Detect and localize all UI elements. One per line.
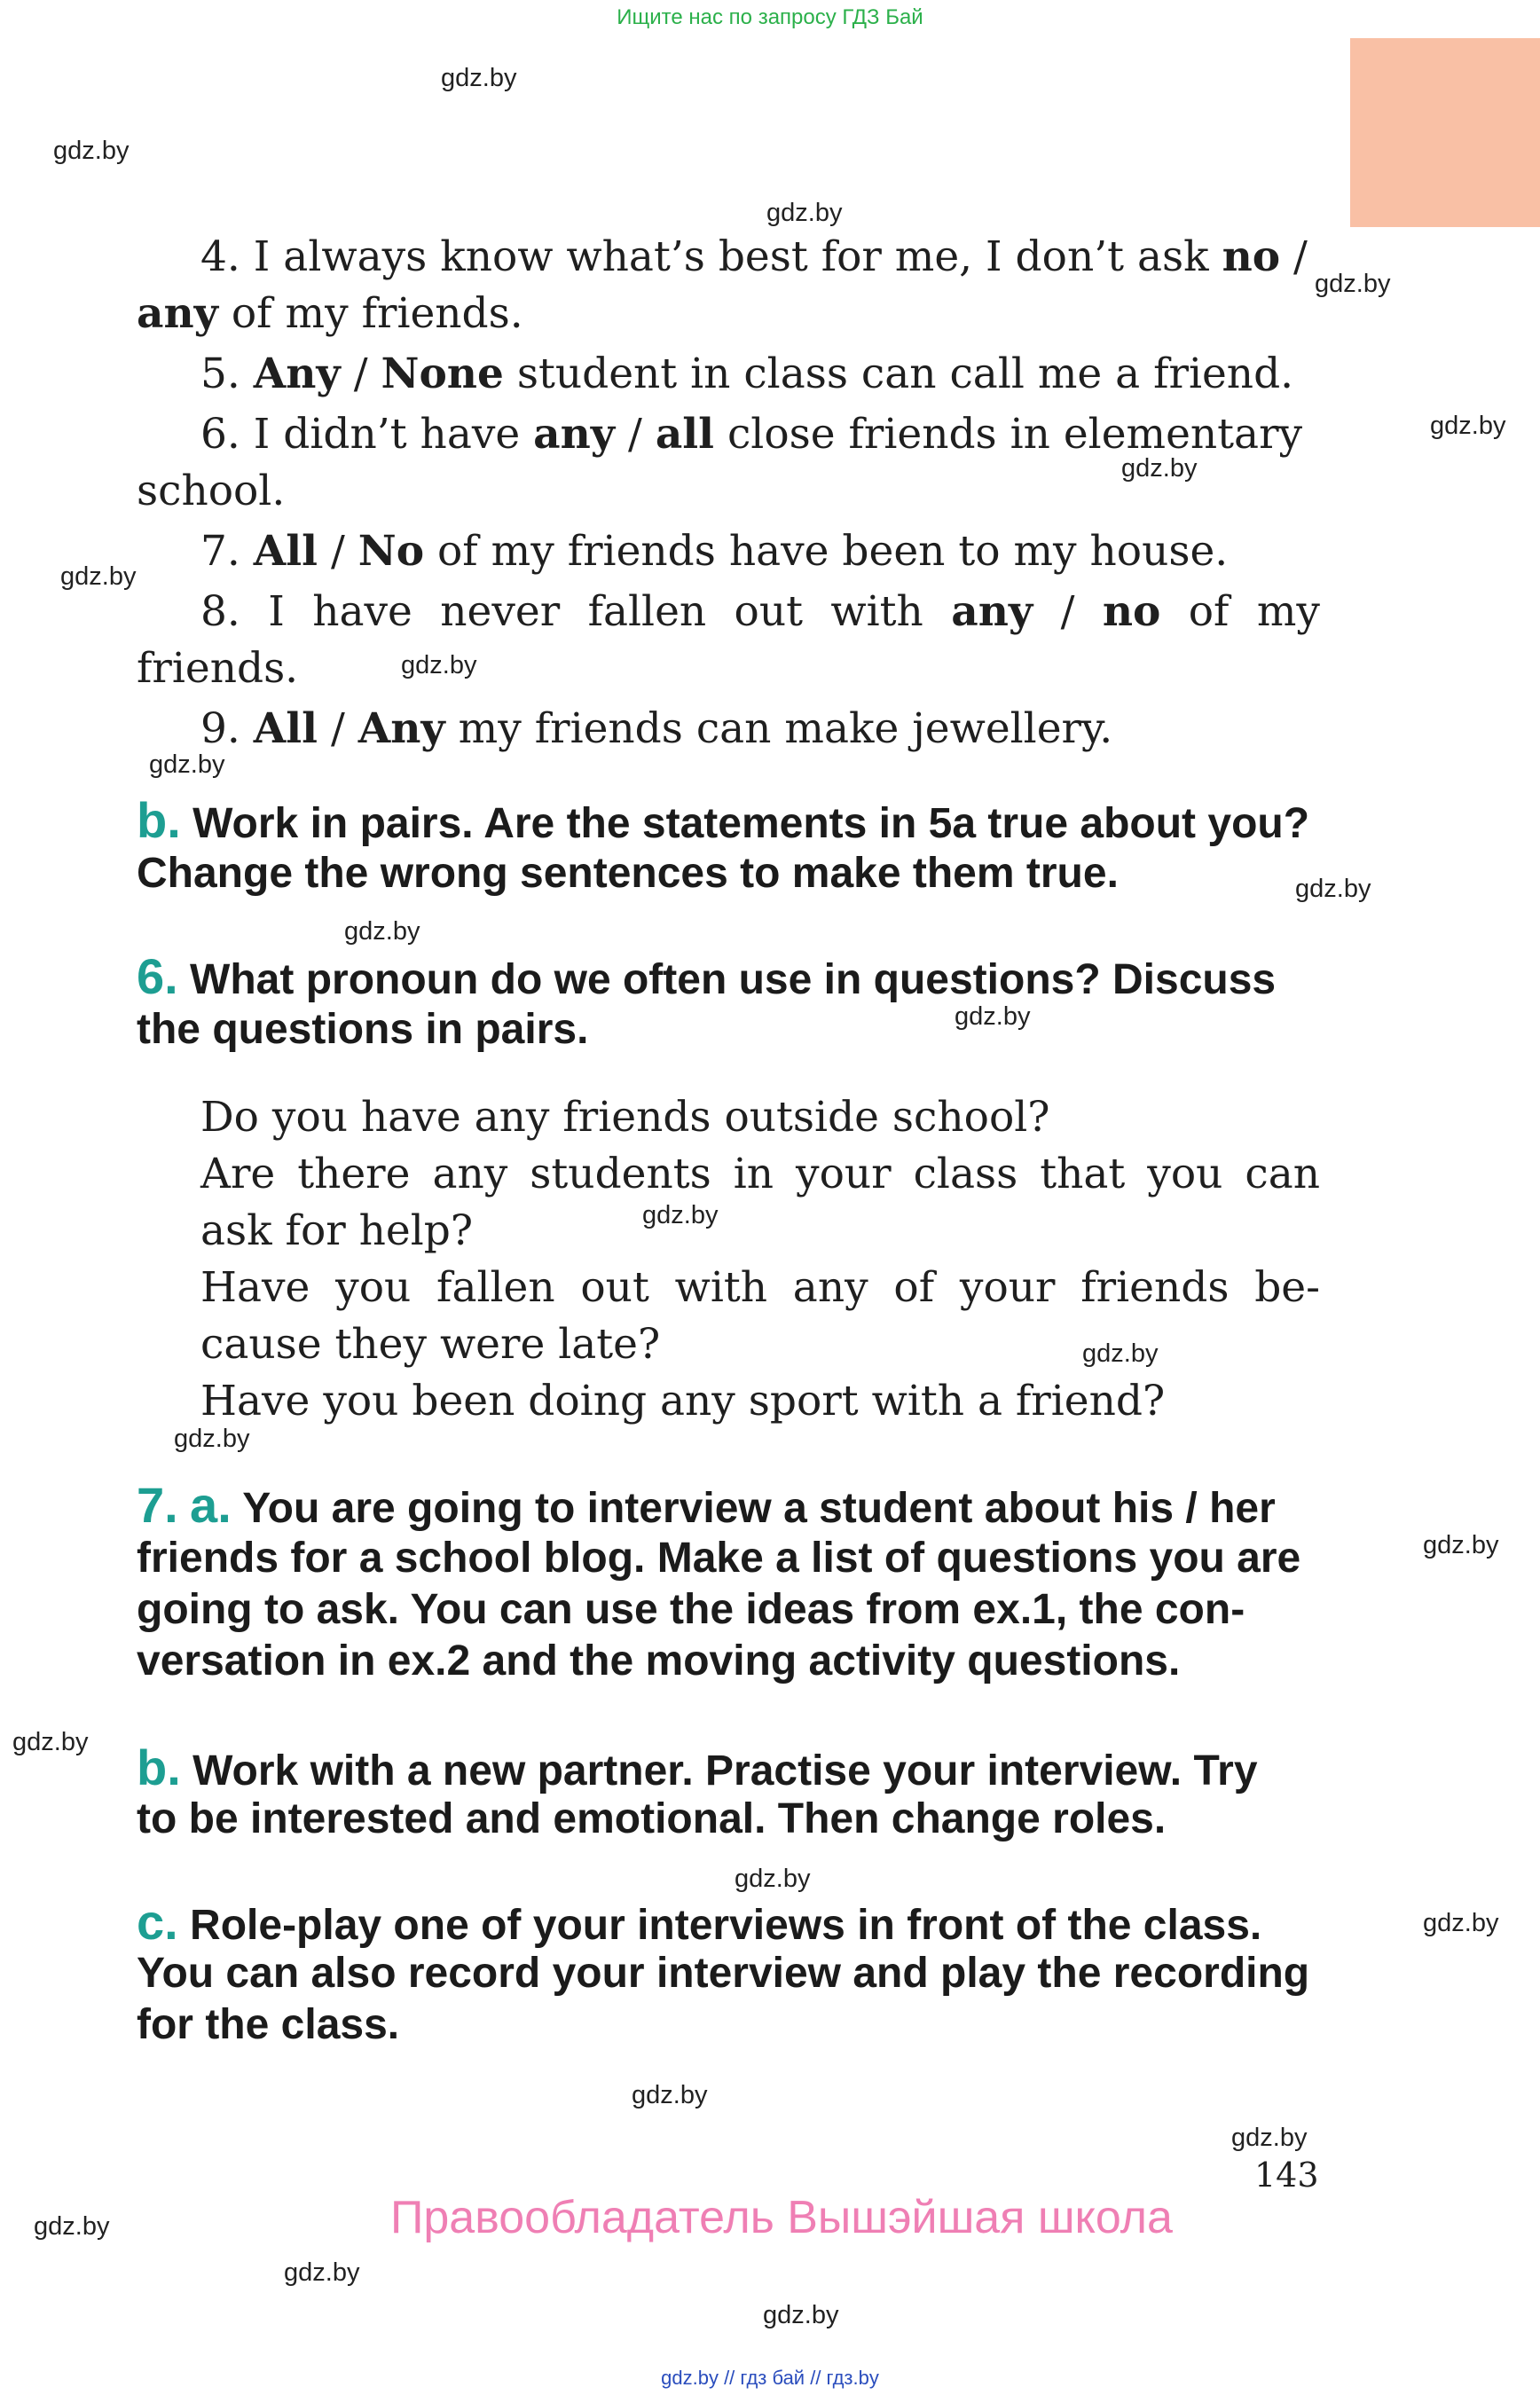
task-7a-line: friends for a school blog. Make a list of questions you are [137,1535,1301,1582]
task-7c: c. Role-play one of your interviews in front of the class. [137,1894,1262,1950]
watermark: gdz.by [34,2212,110,2241]
task-7a-line: versation in ex.2 and the moving activity questions. [137,1637,1181,1684]
task-7a: 7. a. You are going to interview a student about his / her [137,1477,1276,1533]
watermark: gdz.by [401,651,477,679]
question-line: cause they were late? [200,1320,661,1369]
exercise-item-7: 7. All / No of my friends have been to my house. [200,527,1229,576]
watermark: gdz.by [632,2081,708,2109]
watermark: gdz.by [60,562,137,591]
watermark: gdz.by [1295,875,1371,903]
footer-links[interactable]: gdz.by // гдз бай // гдз.by [661,2367,879,2389]
exercise-item-6: 6. I didn’t have any / all close friends in elementary [200,410,1303,459]
task-7a-line: going to ask. You can use the ideas from ex.1, the con- [137,1586,1245,1633]
exercise-item-4-cont: any of my friends. [137,289,523,338]
watermark: gdz.by [1082,1339,1159,1368]
watermark: gdz.by [1423,1909,1499,1937]
task-number: 7. [137,1477,178,1533]
task-6: 6. What pronoun do we often use in questions? Discuss [137,948,1277,1004]
question-line: Have you been doing any sport with a friend? [200,1377,1166,1425]
watermark: gdz.by [344,917,420,946]
watermark: gdz.by [174,1425,250,1453]
watermark: gdz.by [1423,1531,1499,1559]
watermark: gdz.by [763,2301,839,2329]
watermark: gdz.by [766,199,843,227]
task-7c-line: You can also record your interview and play the recording [137,1950,1310,1997]
question-line: ask for help? [200,1206,474,1255]
task-7b: b. Work with a new partner. Practise your interview. Try [137,1739,1258,1795]
watermark: gdz.by [642,1201,719,1229]
exercise-item-8: 8. I have never fallen out with any / no of my [200,587,1320,636]
exercise-item-9: 9. All / Any my friends can make jewellery. [200,704,1113,753]
watermark: gdz.by [149,750,225,779]
task-7b-line: to be interested and emotional. Then change roles. [137,1795,1167,1842]
watermark: gdz.by [284,2258,360,2287]
exercise-item-8-cont: friends. [137,644,299,693]
task-6-line2: the questions in pairs. [137,1006,589,1053]
question-line: Are there any students in your class that you can [200,1150,1320,1198]
question-line: Do you have any friends outside school? [200,1093,1050,1142]
task-5b-line2: Change the wrong sentences to make them true. [137,850,1119,897]
exercise-item-5: 5. Any / None student in class can call me a friend. [200,349,1294,398]
page-corner-tab [1350,38,1540,227]
top-banner[interactable]: Ищите нас по запросу ГДЗ Бай [617,5,923,29]
watermark: gdz.by [441,64,517,92]
watermark: gdz.by [955,1002,1031,1031]
task-letter: c. [137,1894,178,1950]
exercise-item-4: 4. I always know what’s best for me, I don’t ask no / [200,232,1308,281]
task-number: 6. [137,948,178,1004]
watermark: gdz.by [1121,454,1198,483]
exercise-item-6-cont: school. [137,467,286,515]
copyright-notice: Правообладатель Вышэйшая школа [390,2192,1173,2243]
watermark: gdz.by [1231,2124,1308,2152]
task-7c-line: for the class. [137,2001,400,2048]
page-number: 143 [1254,2156,1319,2195]
watermark: gdz.by [53,137,130,165]
task-letter: b. [137,792,181,848]
question-line: Have you fallen out with any of your friends be- [200,1263,1320,1312]
task-5b: b. Work in pairs. Are the statements in 5a true about you? [137,792,1310,848]
task-letter: a. [190,1477,232,1533]
task-letter: b. [137,1739,181,1795]
watermark: gdz.by [12,1728,89,1756]
watermark: gdz.by [735,1865,811,1893]
watermark: gdz.by [1315,270,1391,298]
watermark: gdz.by [1430,412,1506,440]
